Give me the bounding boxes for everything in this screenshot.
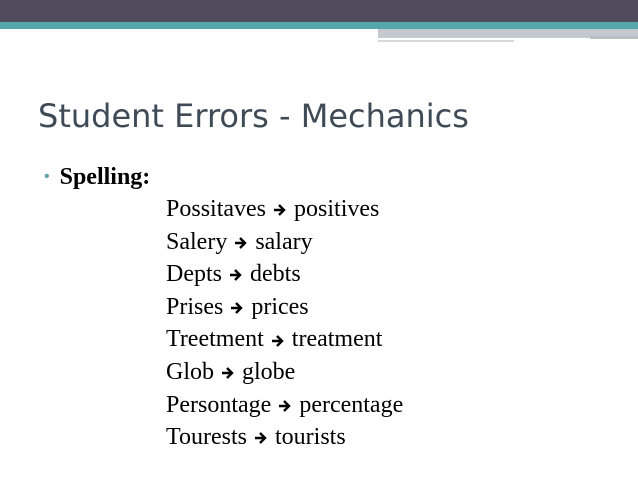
misspelled-word: Glob xyxy=(166,358,214,385)
correct-word: debts xyxy=(250,261,301,288)
misspelled-word: Treetment xyxy=(166,326,264,353)
arrow-right-icon xyxy=(233,235,249,251)
misspelled-word: Depts xyxy=(166,261,222,288)
arrow-right-icon xyxy=(270,333,286,349)
bullet-spelling xyxy=(44,161,150,196)
misspelled-word: Salery xyxy=(166,228,228,255)
arrow-right-icon xyxy=(272,202,288,218)
misspelled-word: Prises xyxy=(166,293,224,320)
correct-word: globe xyxy=(242,358,296,385)
correction-item xyxy=(166,291,403,324)
correction-item xyxy=(166,421,403,454)
header-band-accent xyxy=(590,36,638,39)
correction-item xyxy=(166,389,403,422)
arrow-right-icon xyxy=(229,300,245,316)
correct-word: prices xyxy=(251,293,309,320)
misspelled-word: Persontage xyxy=(166,391,272,418)
misspelled-word: Possitaves xyxy=(166,196,267,222)
arrow-right-icon xyxy=(220,365,236,381)
header-band-thin xyxy=(378,40,514,42)
correction-item xyxy=(166,323,403,356)
header-band-teal xyxy=(0,22,638,29)
arrow-right-icon xyxy=(277,398,293,414)
correction-item xyxy=(166,193,403,226)
correct-word: tourists xyxy=(274,424,346,451)
arrow-right-icon xyxy=(228,267,244,283)
misspelled-word: Tourests xyxy=(166,424,247,451)
bullet-label: Spelling: xyxy=(59,164,151,190)
correction-item xyxy=(166,356,403,389)
correction-item xyxy=(166,226,403,259)
bullet-marker: • xyxy=(44,168,50,185)
correction-item xyxy=(166,258,403,291)
arrow-right-icon xyxy=(253,430,269,446)
header-band-dark xyxy=(0,0,638,22)
corrections-list xyxy=(166,193,403,454)
slide-title: Student Errors - Mechanics xyxy=(38,97,469,135)
correct-word: salary xyxy=(255,228,313,255)
correct-word: percentage xyxy=(299,391,404,418)
correct-word: positives xyxy=(294,196,380,222)
correct-word: treatment xyxy=(291,326,383,353)
